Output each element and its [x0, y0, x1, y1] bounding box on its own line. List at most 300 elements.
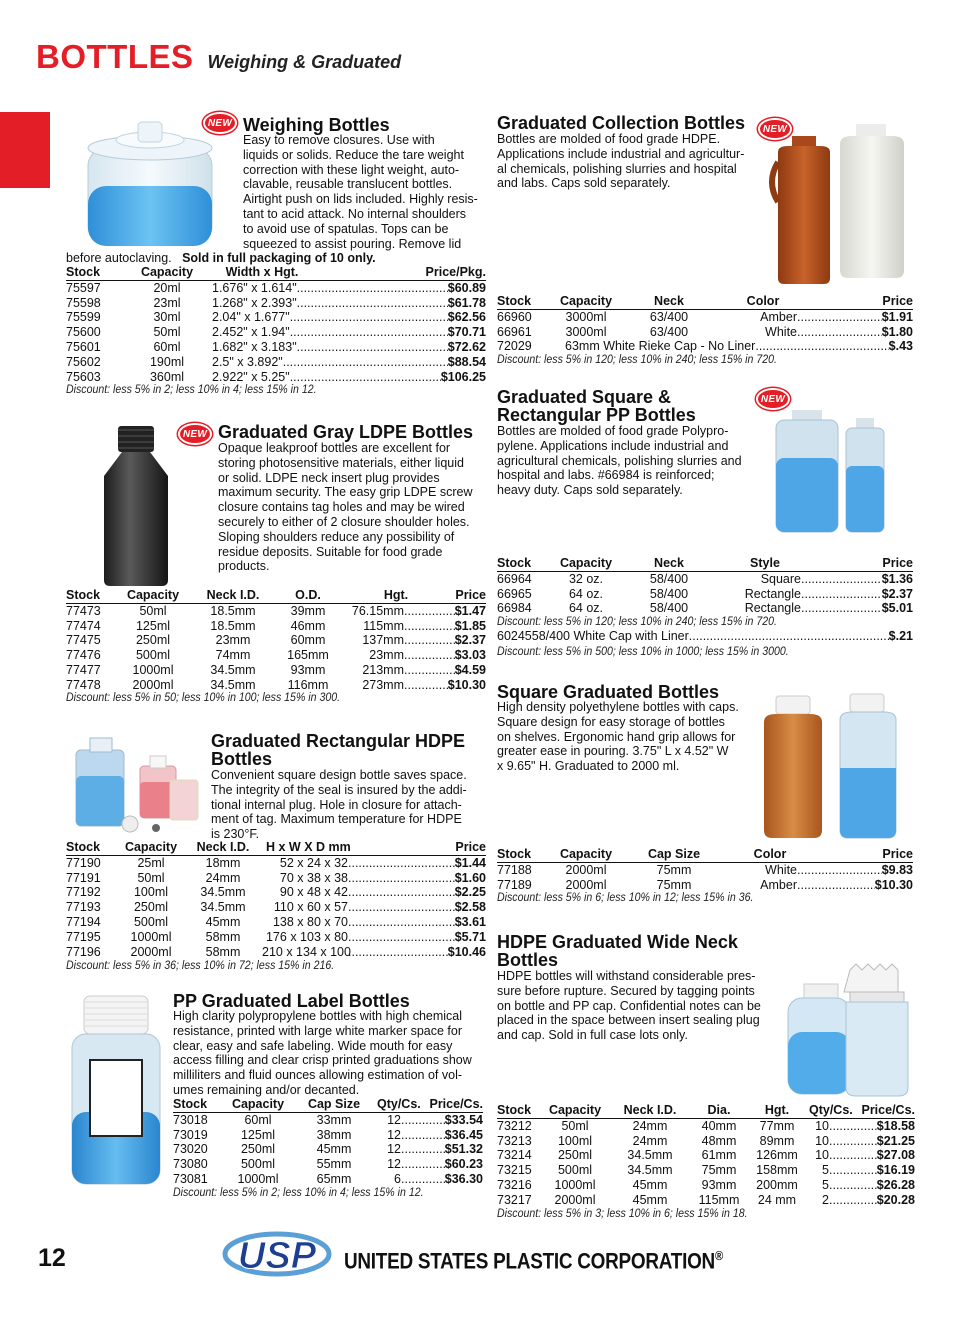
gray-ldpe-bottle-image [98, 424, 174, 588]
desc-line: Square design for easy storage of bottles [497, 714, 725, 729]
dot-leader [797, 878, 875, 893]
desc-line: residue deposits. Suitable for food grade [218, 544, 443, 559]
cap-size-cell: 33mm [316, 1112, 352, 1127]
desc-line: Sloping shoulders reduce any possibility of [218, 529, 455, 544]
col-header: H x W X D mm [266, 840, 351, 854]
neck-cell: 58mm [205, 944, 241, 959]
size-cell: 2.04" x 1.677" [212, 310, 290, 325]
leader-cell [807, 1118, 915, 1133]
price-cell: $61.78 [447, 295, 486, 310]
stock-cell: 77477 [66, 662, 101, 677]
neck-cell: 58/400 [649, 586, 689, 601]
price-cell: $33.54 [444, 1112, 483, 1127]
dot-leader [401, 1172, 445, 1187]
dims-cell: 176 x 103 x 80 [265, 929, 348, 944]
square-rect-pp-bottles-image [772, 408, 896, 534]
dot-leader [283, 355, 448, 370]
table-row [66, 930, 486, 945]
dia-cell: 93mm [701, 1177, 737, 1192]
height-cell: 137mm [362, 633, 404, 648]
dot-leader [348, 915, 455, 930]
price-cell: $1.85 [454, 618, 486, 633]
leader-wrap [202, 340, 486, 355]
dot-leader [829, 1148, 877, 1163]
col-header-group [729, 847, 913, 862]
leader-wrap [338, 619, 486, 634]
leader-cell [202, 280, 486, 295]
dia-cell: 48mm [701, 1133, 737, 1148]
table-row [66, 355, 486, 370]
new-badge: NEW [178, 423, 212, 445]
neck-cell: 18.5mm [210, 618, 256, 633]
square-rect-pp-table [497, 556, 913, 616]
price-cell: $36.45 [444, 1127, 483, 1142]
neck-cell: 23mm [215, 633, 251, 648]
desc-line: and cap. Sold in full case lots only. [497, 1028, 688, 1043]
neck-cell: 34.5mm [210, 662, 256, 677]
dot-leader [297, 296, 448, 311]
weighing-bottle-image [80, 118, 220, 258]
table-row [66, 900, 486, 915]
stock-cell: 77478 [66, 677, 101, 692]
size-cell: 1.268" x 2.393" [212, 295, 297, 310]
capacity-cell: 250ml [240, 1142, 276, 1157]
capacity-cell: 1000ml [132, 662, 174, 677]
height-cell: 89mm [759, 1133, 795, 1148]
leader-wrap [375, 1113, 483, 1128]
table-row [497, 1163, 915, 1178]
capacity-cell: 3000ml [565, 324, 607, 339]
desc-line: HDPE bottles will withstand considerable pres- [497, 969, 756, 983]
table-row [173, 1128, 483, 1143]
capacity-cell: 250ml [133, 900, 169, 915]
weighing-description [243, 133, 495, 251]
capacity-cell: 60ml [244, 1112, 272, 1127]
leader-wrap [202, 355, 486, 370]
leader-cell [375, 1157, 483, 1172]
capacity-cell: 1000ml [554, 1177, 596, 1192]
col-header: Color [753, 847, 787, 861]
leader-wrap [375, 1128, 483, 1143]
col-header: Capacity [132, 265, 202, 280]
price-cell: $4.59 [454, 662, 486, 677]
col-header: Dia. [691, 1103, 747, 1118]
dot-leader [401, 1142, 445, 1157]
logo-text: USP [237, 1235, 317, 1277]
pp-label-discount: Discount: less 5% in 2; less 10% in 4; less 15% in 12. [173, 1187, 424, 1199]
desc-line: tional internal plug. Hole in closure for attach- [211, 797, 462, 812]
capacity-cell: 64 oz. [568, 601, 604, 616]
capacity-cell: 1000ml [130, 929, 172, 944]
stock-cell: 73019 [173, 1127, 208, 1142]
dims-cell: 70 x 38 x 38 [279, 870, 348, 885]
usp-logo-icon [222, 1228, 332, 1280]
price-cell: $106.25 [440, 369, 486, 384]
price-cell: $36.30 [444, 1171, 483, 1186]
leader-wrap [807, 1148, 915, 1163]
desc-line: Easy to remove closures. Use with [243, 133, 435, 147]
col-header: Price [455, 840, 486, 854]
table-row [173, 1142, 483, 1157]
desc-line: pylene. Applications include industrial and [497, 438, 729, 453]
square-grad-bottles-image [758, 692, 916, 840]
dot-leader [290, 325, 448, 340]
capacity-cell: 250ml [135, 633, 171, 648]
col-header: Price/Cs. [429, 1097, 483, 1111]
height-cell: 23mm [369, 648, 404, 663]
style-cell: Rectangle [744, 586, 801, 601]
leader-cell [729, 862, 913, 877]
style-cell: Rectangle [744, 601, 801, 616]
size-cell: 2.5" x 3.892" [212, 354, 283, 369]
collection-discount: Discount: less 5% in 120; less 10% in 240; less 15% in 720. [497, 354, 777, 366]
dot-leader [797, 310, 882, 325]
leader-cell [262, 855, 486, 870]
dot-leader [297, 340, 448, 355]
desc-line: ment of tag. Maximum temperature for HDPE [211, 812, 462, 827]
col-header: Hgt. [747, 1103, 807, 1118]
capacity-cell: 64 oz. [568, 586, 604, 601]
capacity-cell: 25ml [137, 855, 165, 870]
stock-cell: 73212 [497, 1118, 532, 1133]
dot-leader [401, 1157, 445, 1172]
page-number: 12 [38, 1244, 66, 1272]
stock-cell: 77195 [66, 929, 101, 944]
leader-cell [202, 310, 486, 325]
col-header: Neck I.D. [609, 1103, 691, 1118]
col-header: Stock [173, 1097, 223, 1112]
capacity-cell: 500ml [135, 648, 171, 663]
od-cell: 39mm [290, 603, 326, 618]
dot-leader [829, 1178, 877, 1193]
dot-leader [801, 601, 882, 616]
price-cell: $.43 [888, 339, 913, 354]
collection-bottles-image [764, 122, 920, 288]
title-line: Rectangular PP Bottles [497, 405, 696, 425]
desc-line: tant to acid attack. No internal shoulders [243, 206, 467, 221]
table-row [66, 945, 486, 960]
price-cell: $1.36 [881, 571, 913, 586]
col-header: Stock [66, 588, 118, 603]
stock-cell: 77188 [497, 862, 532, 877]
capacity-cell: 500ml [133, 914, 169, 929]
dot-leader [404, 678, 448, 693]
wide-neck-title [497, 933, 738, 969]
color-cell: White [765, 862, 797, 877]
table-row [66, 855, 486, 870]
desc-line: greater ease in pouring. 3.75" L x 4.52" W [497, 744, 729, 759]
capacity-cell: 2000ml [132, 677, 174, 692]
dot-leader [404, 663, 455, 678]
leader-wrap [262, 930, 486, 945]
title-line: HDPE Graduated Wide Neck [497, 932, 738, 952]
neck-cell: 34.5mm [200, 900, 246, 915]
desc-line: clavable, reusable translucent bottles. [243, 177, 453, 192]
square-rect-pp-description [497, 424, 765, 498]
col-header: Stock [497, 1103, 541, 1118]
desc-bold: Sold in full packaging of 10 only. [182, 251, 376, 265]
neck-cell: 34.5mm [627, 1148, 673, 1163]
od-cell: 60mm [290, 633, 326, 648]
dims-cell: 110 x 60 x 57 [273, 900, 348, 915]
leader-cell [807, 1148, 915, 1163]
weighing-description-tail [66, 251, 496, 266]
col-header: Qty/Cs. [377, 1097, 421, 1111]
qty-cell: 12 [387, 1142, 401, 1157]
dot-leader [348, 930, 455, 945]
table-row [497, 1193, 915, 1208]
rect-hdpe-bottles-image [70, 736, 204, 836]
height-cell: 158mm [756, 1163, 798, 1178]
leader-wrap [262, 915, 486, 930]
col-header: Price/Pkg. [322, 265, 486, 280]
dot-leader [689, 629, 889, 644]
stock-cell: 72029 [497, 339, 532, 354]
leader-wrap [807, 1134, 915, 1149]
dot-leader [348, 900, 455, 915]
leader-wrap [729, 878, 913, 893]
table-row [66, 619, 486, 634]
dia-cell: 115mm [698, 1192, 740, 1207]
col-header-group [807, 1103, 915, 1118]
desc-line: on shelves. Ergonomic hand grip allows for [497, 729, 736, 744]
height-cell: 273mm [362, 677, 404, 692]
capacity-cell: 2000ml [554, 1192, 596, 1207]
weighing-title: Weighing Bottles [243, 115, 390, 135]
neck-cell: 24mm [632, 1118, 668, 1133]
col-header: Capacity [553, 294, 619, 309]
desc-cell: 58/400 White Cap with Liner [531, 629, 689, 643]
price-cell: $1.91 [881, 309, 913, 324]
desc-line: Bottles are molded of food grade HDPE. [497, 132, 721, 146]
desc-line: to avoid use of spatulas. Tops can be [243, 221, 449, 236]
capacity-cell: 2000ml [130, 944, 172, 959]
col-header: Qty/Cs. [809, 1103, 853, 1117]
capacity-cell: 1000ml [237, 1171, 279, 1186]
neck-cell: 45mm [632, 1177, 668, 1192]
table-row [497, 601, 913, 616]
square-rect-pp-title [497, 388, 696, 424]
leader-cell [807, 1178, 915, 1193]
dot-leader [404, 648, 455, 663]
table-row [497, 339, 913, 354]
height-cell: 24 mm [757, 1192, 797, 1207]
qty-cell: 2 [822, 1192, 829, 1207]
leader-wrap [202, 281, 486, 296]
stock-cell: 66960 [497, 309, 532, 324]
leader-cell [375, 1142, 483, 1157]
col-header: O.D. [278, 588, 338, 603]
qty-cell: 10 [815, 1148, 829, 1163]
dot-leader [797, 325, 882, 340]
col-header: Capacity [553, 847, 619, 862]
table-row [66, 340, 486, 355]
dot-leader [401, 1128, 445, 1143]
leader-cell [338, 648, 486, 663]
dot-leader [801, 587, 882, 602]
col-header: Price [882, 847, 913, 861]
size-cell: 2.922" x 5.25" [212, 369, 290, 384]
leader-wrap [262, 885, 486, 900]
leader-wrap [807, 1178, 915, 1193]
title-line: Graduated Rectangular HDPE [211, 731, 466, 751]
leader-wrap [262, 945, 486, 960]
pp-label-title: PP Graduated Label Bottles [173, 991, 410, 1011]
leader-wrap [338, 633, 486, 648]
leader-cell [202, 325, 486, 340]
col-header: Capacity [553, 556, 619, 571]
col-header: Price [882, 294, 913, 308]
dot-leader [348, 856, 455, 871]
stock-cell: 73018 [173, 1112, 208, 1127]
leader-wrap [338, 648, 486, 663]
capacity-cell: 500ml [240, 1157, 276, 1172]
price-cell: $5.01 [881, 601, 913, 616]
weighing-table [66, 265, 486, 384]
col-header: Capacity [223, 1097, 293, 1112]
color-cell: Amber [760, 877, 797, 892]
desc-line: products. [218, 559, 270, 574]
neck-cell: 58mm [205, 929, 241, 944]
dims-cell: 90 x 48 x 42 [279, 885, 348, 900]
dot-leader [404, 619, 455, 634]
cap-size-cell: 75mm [656, 877, 692, 892]
col-header-group [719, 294, 913, 309]
leader-cell [375, 1128, 483, 1143]
square-grad-description [497, 700, 757, 774]
price-cell: $21.25 [876, 1133, 915, 1148]
desc-line: liquids or solids. Reduce the tare weight [243, 147, 464, 162]
stock-cell: 75599 [66, 310, 101, 325]
page-subtitle: Weighing & Graduated [207, 52, 402, 72]
neck-cell: 18mm [205, 855, 241, 870]
table-row [66, 915, 486, 930]
table-row [497, 325, 913, 340]
capacity-cell: 30ml [153, 310, 181, 325]
leader-cell [338, 603, 486, 618]
capacity-cell: 100ml [557, 1133, 593, 1148]
neck-cell: 34.5mm [210, 677, 256, 692]
table-row [66, 325, 486, 340]
dot-leader [829, 1193, 877, 1208]
table-row [497, 1134, 915, 1149]
capacity-cell: 190ml [149, 354, 185, 369]
desc-line: The integrity of the seal is insured by the addi- [211, 782, 467, 797]
col-header: Capacity [118, 588, 188, 603]
height-cell: 76.15mm [351, 603, 404, 618]
dot-leader [404, 604, 455, 619]
od-cell: 116mm [287, 677, 329, 692]
price-cell: $26.28 [876, 1177, 915, 1192]
page-header [36, 38, 401, 76]
desc-line: High density polyethylene bottles with caps. [497, 700, 739, 714]
dia-cell: 40mm [701, 1118, 737, 1133]
col-header: Stock [66, 840, 118, 855]
stock-cell: 77474 [66, 618, 101, 633]
desc-line: Applications include industrial and agricultur- [497, 146, 745, 161]
col-header-group [375, 1097, 483, 1112]
stock-cell: 77190 [66, 855, 101, 870]
price-cell: $62.56 [447, 310, 486, 325]
desc-line: and labs. Caps sold separately. [497, 176, 671, 191]
leader-cell [338, 663, 486, 678]
col-header: Price [455, 588, 486, 602]
leader-cell [202, 355, 486, 370]
col-header: Cap Size [293, 1097, 375, 1112]
col-header: Hgt. [383, 588, 409, 602]
leader-cell [553, 339, 913, 354]
leader-wrap [375, 1157, 483, 1172]
leader-wrap [807, 1119, 915, 1134]
col-header: Stock [497, 847, 553, 862]
table-row [66, 296, 486, 311]
desc-line: x 9.65" H. Graduated to 2000 ml. [497, 759, 680, 774]
leader-wrap [553, 339, 913, 354]
dot-leader [801, 572, 882, 587]
pp-label-table [173, 1097, 483, 1187]
stock-cell: 77191 [66, 870, 101, 885]
col-header: Capacity [541, 1103, 609, 1118]
price-cell: $60.89 [447, 280, 486, 295]
price-cell: $2.37 [454, 633, 486, 648]
col-header: Capacity [118, 840, 184, 855]
leader-wrap [202, 296, 486, 311]
gray-ldpe-description [218, 441, 490, 574]
new-badge: NEW [203, 112, 237, 134]
stock-cell: 73214 [497, 1148, 532, 1163]
stock-cell: 73215 [497, 1163, 532, 1178]
square-grad-discount: Discount: less 5% in 6; less 10% in 12; less 15% in 36. [497, 892, 754, 904]
table-row [497, 862, 913, 877]
price-cell: $60.23 [444, 1157, 483, 1172]
stock-cell: 77196 [66, 944, 101, 959]
neck-cell: 18.5mm [210, 603, 256, 618]
table-row [497, 1118, 915, 1133]
stock-cell: 75598 [66, 295, 101, 310]
desc-line: Opaque leakproof bottles are excellent for [218, 441, 451, 455]
od-cell: 93mm [290, 662, 326, 677]
price-cell: $16.19 [876, 1163, 915, 1178]
cap-size-cell: 38mm [316, 1127, 352, 1142]
dia-cell: 61mm [701, 1148, 737, 1163]
desc-line: on bottle and PP cap. Confidential notes can be [497, 998, 761, 1013]
pp-label-bottle-image [66, 994, 166, 1190]
stock-cell: 75603 [66, 369, 101, 384]
dot-leader [755, 339, 888, 354]
capacity-cell: 500ml [557, 1163, 593, 1178]
desc-line: High clarity polypropylene bottles with high chemical [173, 1009, 463, 1023]
desc-line: milliliters and fluid ounces allowing estimation of vol- [173, 1068, 463, 1083]
stock-cell: 77192 [66, 885, 101, 900]
leader-wrap [729, 863, 913, 878]
col-header: Price [882, 556, 913, 570]
od-cell: 165mm [287, 648, 329, 663]
capacity-cell: 250ml [557, 1148, 593, 1163]
title-line: Bottles [497, 950, 559, 970]
price-cell: $72.62 [447, 339, 486, 354]
height-cell: 126mm [756, 1148, 798, 1163]
dot-leader [297, 281, 448, 296]
size-cell: 1.676" x 1.614" [212, 280, 297, 295]
col-header: Stock [66, 265, 132, 280]
rect-hdpe-description [211, 768, 487, 842]
desc-line: hospital and labs. #66984 is reinforced; [497, 468, 715, 483]
neck-cell: 58/400 [649, 571, 689, 586]
new-badge: NEW [758, 118, 792, 140]
square-grad-table [497, 847, 913, 892]
desc-line: or solid. LDPE neck insert plug provides [218, 470, 440, 485]
height-cell: 213mm [362, 662, 404, 677]
